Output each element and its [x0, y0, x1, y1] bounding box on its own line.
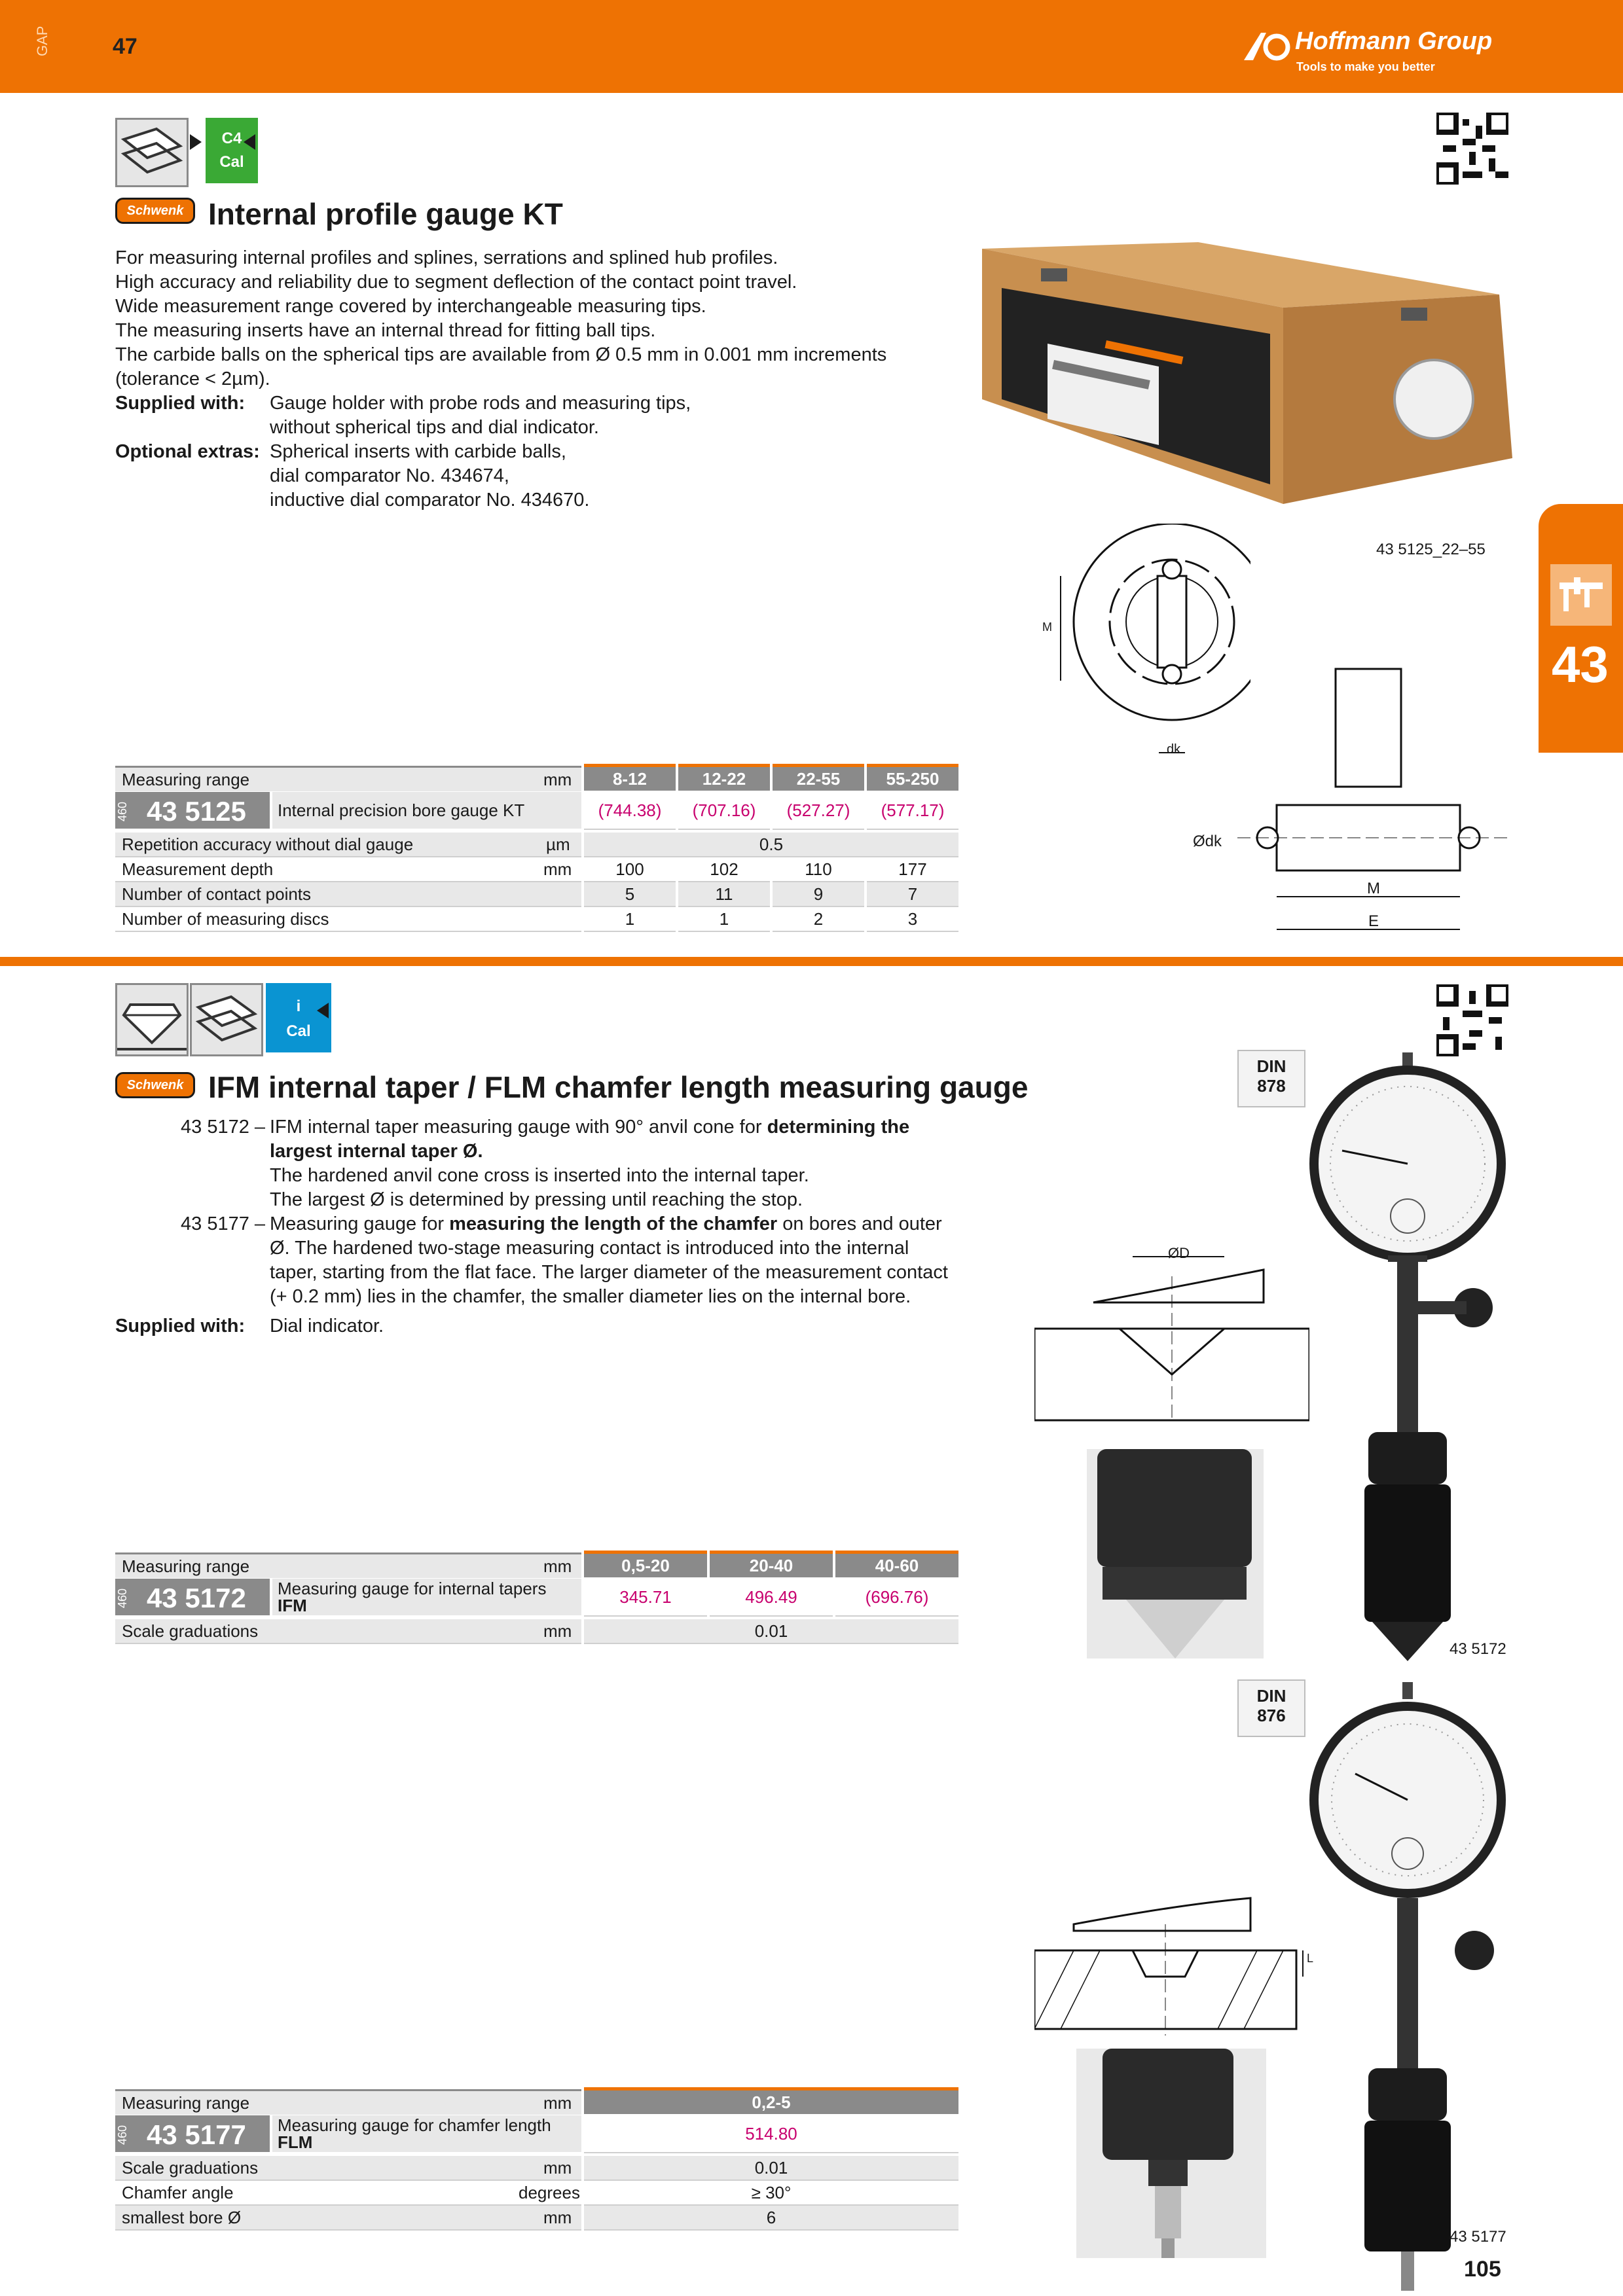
- article-name-text: Measuring gauge for internal tapers: [278, 1579, 547, 1598]
- article-name-text: FLM: [278, 2132, 313, 2152]
- supplied-text: Dial indicator.: [270, 1316, 384, 1336]
- arrow-left-icon: [244, 134, 255, 150]
- profile-gauge-icon: [115, 118, 189, 187]
- page-number-top: 47: [113, 34, 137, 59]
- row-label: Number of contact points: [122, 884, 312, 904]
- desc-line: (tolerance < 2µm).: [115, 368, 270, 389]
- spec-table-435177: [115, 2089, 958, 2246]
- din-text: DIN: [1256, 1056, 1286, 1076]
- article-name-text: Internal precision bore gauge KT: [278, 800, 525, 820]
- bore-gauge-drawing: [1237, 661, 1512, 949]
- cal-text: Cal: [219, 153, 244, 171]
- header-unit: mm: [543, 2093, 572, 2113]
- row-value: 3: [867, 907, 958, 932]
- article-number: 43 5177: [147, 2119, 246, 2150]
- price-cell: (696.76): [835, 1579, 958, 1617]
- caliper-icon: [1550, 564, 1612, 626]
- spline-profile-drawing: [1041, 524, 1250, 759]
- item-code: 43 5172 –: [181, 1117, 266, 1138]
- article-name: [272, 792, 581, 829]
- item-code: 43 5177 –: [181, 1213, 266, 1234]
- table-row: [115, 2181, 581, 2206]
- row-value: 6: [584, 2206, 958, 2231]
- table-row: [115, 857, 581, 882]
- range-cell: 0,2-5: [584, 2087, 958, 2114]
- header-unit: mm: [543, 1556, 572, 1576]
- item-line: The hardened anvil cone cross is inserted into the internal taper.: [270, 1165, 809, 1186]
- item-text: IFM internal taper measuring gauge with 90° anvil cone for: [270, 1117, 767, 1138]
- row-value: 1: [678, 907, 770, 932]
- din-number: 876: [1257, 1706, 1286, 1725]
- table-header-row: [115, 2089, 581, 2115]
- item-bold: determining the largest internal taper Ø.: [270, 1117, 910, 1162]
- item-line: Ø. The hardened two-stage measuring contact is introduced into the internal: [270, 1238, 909, 1259]
- item-line: The largest Ø is determined by pressing until reaching the stop.: [270, 1189, 803, 1210]
- cal-text: Cal: [286, 1022, 311, 1040]
- qr-code-icon[interactable]: [1436, 113, 1508, 185]
- dial-gauge-photo-flm: [1309, 1682, 1519, 2291]
- row-label: Scale graduations: [122, 2158, 259, 2178]
- article-name-text: IFM: [278, 1596, 307, 1615]
- desc-line: High accuracy and reliability due to segment deflection of the contact point travel.: [115, 272, 797, 293]
- anvil-cone-photo: [1087, 1449, 1264, 1659]
- price-cell: 496.49: [710, 1579, 833, 1617]
- chapter-tab[interactable]: [1539, 504, 1623, 753]
- row-label: Number of measuring discs: [122, 909, 329, 929]
- product2-description: [115, 1115, 966, 1340]
- optional-label: Optional extras:: [115, 441, 260, 462]
- row-value: 1: [584, 907, 676, 932]
- header-label: Measuring range: [122, 2093, 250, 2113]
- image-caption: 43 5125_22–55: [1376, 541, 1486, 558]
- row-unit: mm: [543, 2158, 572, 2178]
- brand-name: Hoffmann Group: [1295, 27, 1493, 55]
- header-unit: mm: [543, 770, 572, 789]
- row-unit: µm: [546, 834, 570, 854]
- din-badge: [1237, 1050, 1305, 1107]
- din-text: DIN: [1256, 1686, 1286, 1706]
- row-unit: degrees: [519, 2183, 580, 2202]
- price-cell: 345.71: [584, 1579, 707, 1617]
- row-label: Measurement depth: [122, 859, 274, 879]
- price-cell: 514.80: [584, 2115, 958, 2153]
- desc-line: The carbide balls on the spherical tips are available from Ø 0.5 mm in 0.001 mm increments: [115, 344, 887, 365]
- supplied-text: without spherical tips and dial indicator.: [270, 417, 599, 438]
- row-label: Scale graduations: [122, 1621, 259, 1641]
- range-cell: 22-55: [773, 764, 864, 791]
- supplied-label: Supplied with:: [115, 393, 246, 414]
- row-unit: mm: [543, 859, 572, 879]
- header-label: Measuring range: [122, 770, 250, 789]
- drawing-label-e: E: [1368, 912, 1379, 930]
- range-cell: 20-40: [710, 1551, 833, 1577]
- row-unit: mm: [543, 2208, 572, 2227]
- diamond-icon: [115, 983, 189, 1056]
- cal-code: C4: [221, 130, 242, 147]
- drawing-label-d: ØD: [1168, 1245, 1190, 1261]
- product-photo-case: [976, 242, 1519, 517]
- brand-tagline: Tools to make you better: [1296, 60, 1435, 73]
- article-number: 43 5125: [147, 796, 246, 827]
- row-value: 110: [773, 857, 864, 882]
- section-divider: [0, 957, 1623, 966]
- optional-text: inductive dial comparator No. 434670.: [270, 490, 590, 511]
- row-value: 2: [773, 907, 864, 932]
- image-caption: 43 5177: [1450, 2228, 1506, 2246]
- hoffmann-logo-icon: [1244, 31, 1291, 62]
- price-cell: (744.38): [584, 792, 676, 830]
- table-row: [115, 882, 581, 907]
- brand-logo[interactable]: [1244, 26, 1532, 79]
- row-label: Chamfer angle: [122, 2183, 234, 2202]
- supplied-label: Supplied with:: [115, 1316, 246, 1336]
- drawing-label-m: M: [1042, 620, 1052, 634]
- article-name: [272, 2115, 581, 2152]
- group-code: 460: [116, 801, 130, 822]
- article-cell[interactable]: [115, 1579, 270, 1615]
- optional-text: dial comparator No. 434674,: [270, 465, 509, 486]
- product-title: Internal profile gauge KT: [208, 197, 563, 231]
- arrow-left-icon: [317, 1003, 329, 1018]
- price-cell: (527.27): [773, 792, 864, 830]
- article-name: [272, 1579, 581, 1615]
- table-row: [115, 833, 581, 857]
- header-label: Measuring range: [122, 1556, 250, 1576]
- table-row: [115, 2156, 581, 2181]
- row-value: 5: [584, 882, 676, 907]
- arrow-right-icon: [190, 134, 202, 150]
- row-value: 0.01: [584, 2156, 958, 2181]
- row-value: 177: [867, 857, 958, 882]
- range-cell: 55-250: [867, 764, 958, 791]
- row-label: smallest bore Ø: [122, 2208, 242, 2227]
- schwenk-badge: Schwenk: [115, 1072, 195, 1098]
- group-code: 460: [116, 2125, 130, 2145]
- price-cell: (707.16): [678, 792, 770, 830]
- row-unit: mm: [543, 1621, 572, 1641]
- item-text: Measuring gauge for: [270, 1213, 450, 1234]
- drawing-label-m2: M: [1367, 880, 1380, 897]
- range-cell: 12-22: [678, 764, 770, 791]
- item-text: on bores and outer: [777, 1213, 942, 1234]
- table-row: [115, 1619, 581, 1644]
- product-description: [115, 246, 966, 512]
- row-value: 9: [773, 882, 864, 907]
- table-row: [115, 907, 581, 932]
- spec-table-435172: [115, 1552, 958, 1651]
- stepped-contact-photo: [1076, 2049, 1266, 2258]
- desc-line: Wide measurement range covered by interchangeable measuring tips.: [115, 296, 706, 317]
- product-title: IFM internal taper / FLM chamfer length measuring gauge: [208, 1070, 1029, 1104]
- spec-table-435125: [115, 766, 958, 942]
- drawing-label-ddk: Ødk: [1193, 833, 1222, 850]
- page-number-bottom: 105: [1464, 2257, 1501, 2282]
- row-value: 11: [678, 882, 770, 907]
- qr-code-icon[interactable]: [1436, 984, 1508, 1056]
- drawing-label-dk: dk: [1167, 742, 1181, 757]
- din-badge: [1237, 1679, 1305, 1737]
- range-cell: 0,5-20: [584, 1551, 707, 1577]
- cal-badge: [206, 118, 258, 183]
- row-label: Repetition accuracy without dial gauge: [122, 834, 414, 854]
- schwenk-badge: Schwenk: [115, 198, 195, 224]
- cal-code: i: [296, 997, 301, 1015]
- gap-label: GAP: [34, 26, 50, 56]
- desc-line: For measuring internal profiles and splines, serrations and splined hub profiles.: [115, 247, 778, 268]
- drawing-label-l: L: [1307, 1952, 1314, 1965]
- group-code: 460: [116, 1588, 130, 1609]
- item-bold: measuring the length of the chamfer: [449, 1213, 778, 1234]
- item-line: (+ 0.2 mm) lies in the chamfer, the smaller diameter lies on the internal bore.: [270, 1286, 911, 1307]
- price-cell: (577.17): [867, 792, 958, 830]
- article-number: 43 5172: [147, 1583, 246, 1613]
- range-cell: 8-12: [584, 764, 676, 791]
- din-number: 878: [1257, 1076, 1286, 1096]
- row-value: 0.5: [584, 833, 958, 857]
- item-line: taper, starting from the flat face. The larger diameter of the measurement contact: [270, 1262, 948, 1283]
- article-cell[interactable]: [115, 792, 270, 829]
- article-cell[interactable]: [115, 2115, 270, 2152]
- row-value: 7: [867, 882, 958, 907]
- row-value: 100: [584, 857, 676, 882]
- image-caption: 43 5172: [1450, 1640, 1506, 1658]
- table-header-row: [115, 766, 581, 791]
- chapter-number: 43: [1552, 636, 1609, 693]
- table-header-row: [115, 1552, 581, 1578]
- desc-line: The measuring inserts have an internal thread for fitting ball tips.: [115, 320, 656, 341]
- optional-text: Spherical inserts with carbide balls,: [270, 441, 566, 462]
- supplied-text: Gauge holder with probe rods and measuring tips,: [270, 393, 691, 414]
- row-value: ≥ 30°: [584, 2181, 958, 2206]
- profile-gauge-icon: [190, 983, 263, 1056]
- row-value: 0.01: [584, 1619, 958, 1644]
- article-name-text: Measuring gauge for chamfer length: [278, 2115, 551, 2135]
- dial-gauge-photo-ifm: [1309, 1052, 1519, 1668]
- table-row: [115, 2206, 581, 2231]
- chamfer-measuring-drawing: [1034, 1885, 1309, 2036]
- range-cell: 40-60: [835, 1551, 958, 1577]
- row-value: 102: [678, 857, 770, 882]
